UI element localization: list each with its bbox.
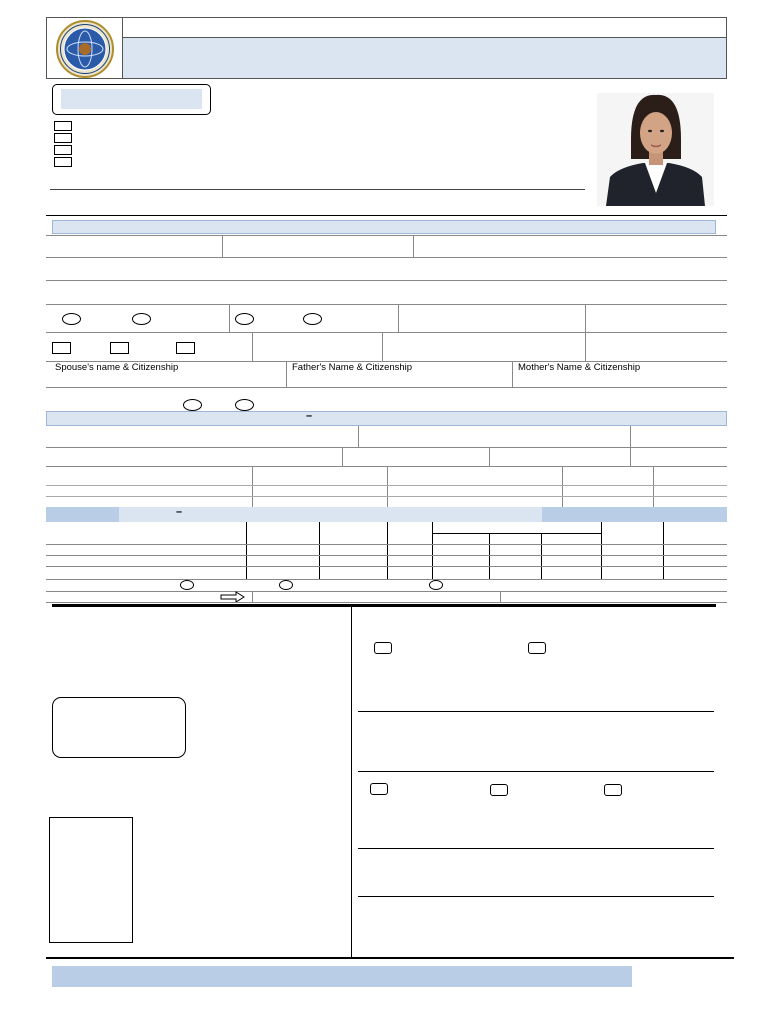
section-3-header-band-b bbox=[119, 507, 542, 522]
row-line bbox=[46, 602, 727, 603]
col-line bbox=[489, 447, 490, 466]
col-line bbox=[601, 522, 602, 579]
row-line bbox=[46, 304, 727, 305]
checkbox-option[interactable] bbox=[374, 642, 392, 654]
col-line bbox=[252, 591, 253, 602]
col-line bbox=[500, 591, 501, 602]
prc-seal-logo bbox=[51, 20, 119, 78]
header-title-band bbox=[123, 38, 726, 78]
bottom-section-top-rule bbox=[52, 604, 716, 607]
footer-band bbox=[52, 966, 632, 987]
radio-option[interactable] bbox=[235, 313, 254, 325]
row-line bbox=[46, 555, 727, 556]
checkbox-option[interactable] bbox=[528, 642, 546, 654]
col-line bbox=[512, 361, 513, 387]
row-line bbox=[46, 387, 727, 388]
col-line bbox=[398, 304, 399, 332]
personal-info-header-band bbox=[52, 220, 716, 234]
col-line bbox=[358, 426, 359, 447]
checkbox-3[interactable] bbox=[54, 145, 72, 155]
radio-option[interactable] bbox=[303, 313, 322, 325]
row-line bbox=[46, 332, 727, 333]
col-line bbox=[319, 522, 320, 579]
bottom-section-bottom-rule bbox=[46, 957, 734, 959]
row-line bbox=[46, 280, 727, 281]
col-line bbox=[229, 304, 230, 332]
bottom-center-divider bbox=[351, 607, 352, 957]
col-line bbox=[413, 235, 414, 257]
col-line bbox=[286, 361, 287, 387]
col-line bbox=[387, 522, 388, 579]
col-line bbox=[342, 447, 343, 466]
radio-option[interactable] bbox=[183, 399, 202, 411]
row-line bbox=[46, 496, 727, 497]
row-line bbox=[46, 235, 727, 236]
col-line bbox=[252, 466, 253, 507]
col-line bbox=[663, 522, 664, 579]
col-line bbox=[489, 533, 490, 579]
row-line bbox=[46, 544, 727, 545]
row-line bbox=[46, 447, 727, 448]
radio-option[interactable] bbox=[180, 580, 194, 590]
col-line bbox=[432, 522, 433, 579]
arrow-right-icon bbox=[220, 590, 246, 602]
applicant-photo bbox=[597, 93, 714, 206]
checkbox-1[interactable] bbox=[54, 121, 72, 131]
checkbox-option[interactable] bbox=[176, 342, 195, 354]
col-line bbox=[562, 466, 563, 507]
col-line bbox=[387, 466, 388, 507]
row-line bbox=[46, 257, 727, 258]
signature-line bbox=[358, 711, 714, 712]
col-line bbox=[630, 447, 631, 466]
application-type-field[interactable] bbox=[61, 89, 202, 109]
photo-attach-box bbox=[49, 817, 133, 943]
col-line bbox=[653, 466, 654, 507]
row-line bbox=[432, 533, 602, 534]
row-line bbox=[46, 485, 727, 486]
radio-option[interactable] bbox=[132, 313, 151, 325]
thumbmark-box bbox=[52, 697, 186, 758]
checkbox-option[interactable] bbox=[370, 783, 388, 795]
father-label: Father's Name & Citizenship bbox=[292, 362, 413, 373]
checkbox-option[interactable] bbox=[490, 784, 508, 796]
col-line bbox=[585, 304, 586, 362]
section-3-header-band-c bbox=[542, 507, 727, 522]
signature-line bbox=[358, 771, 714, 772]
section-2-header-band bbox=[46, 411, 727, 426]
radio-option[interactable] bbox=[279, 580, 293, 590]
section-3-header-band-a bbox=[46, 507, 119, 522]
row-line bbox=[46, 566, 727, 567]
mother-label: Mother's Name & Citizenship bbox=[518, 362, 641, 373]
section-2-dash: – bbox=[306, 410, 313, 422]
checkbox-2[interactable] bbox=[54, 133, 72, 143]
section-3-dash: – bbox=[176, 506, 183, 518]
col-line bbox=[222, 235, 223, 257]
name-underline bbox=[50, 189, 585, 190]
checkbox-option[interactable] bbox=[110, 342, 129, 354]
spouse-label: Spouse's name & Citizenship bbox=[55, 362, 179, 373]
radio-option[interactable] bbox=[235, 399, 254, 411]
section-top-rule bbox=[46, 215, 727, 216]
col-line bbox=[382, 332, 383, 362]
checkbox-4[interactable] bbox=[54, 157, 72, 167]
radio-option[interactable] bbox=[62, 313, 81, 325]
checkbox-option[interactable] bbox=[52, 342, 71, 354]
col-line bbox=[246, 522, 247, 579]
signature-line bbox=[358, 848, 714, 849]
row-line bbox=[46, 579, 727, 580]
checkbox-option[interactable] bbox=[604, 784, 622, 796]
col-line bbox=[541, 533, 542, 579]
radio-option[interactable] bbox=[429, 580, 443, 590]
col-line bbox=[252, 332, 253, 362]
col-line bbox=[630, 426, 631, 447]
row-line bbox=[46, 591, 727, 592]
signature-line bbox=[358, 896, 714, 897]
